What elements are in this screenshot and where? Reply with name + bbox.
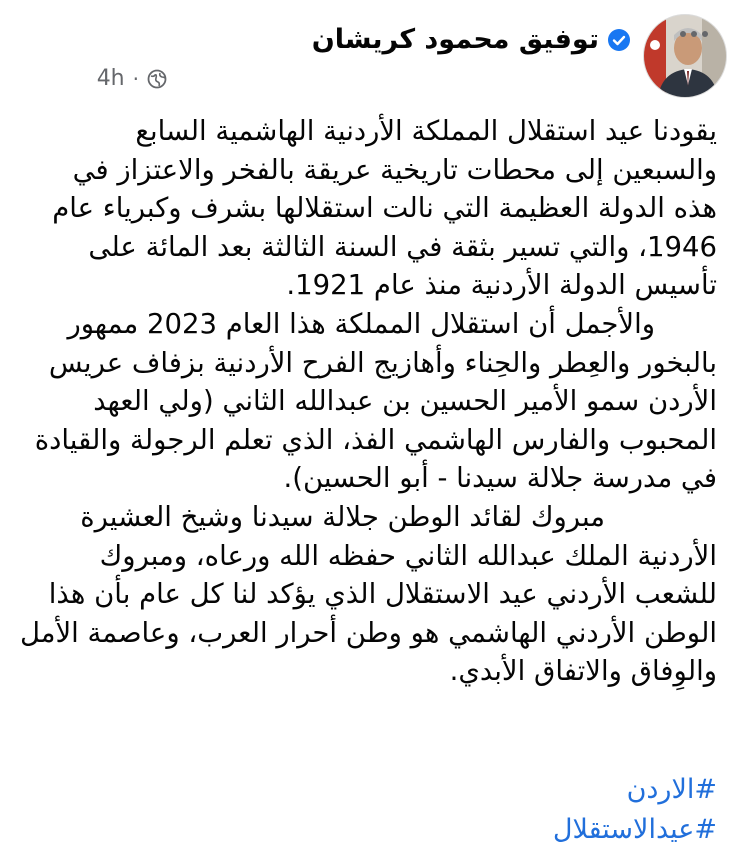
hashtag-list: [17, 770, 717, 850]
post-line: تأسيس الدولة الأردنية منذ عام 1921.: [286, 269, 717, 302]
post-line: الوطن الأردني الهاشمي هو وطن أحرار العرب، وعاصمة الأمل: [19, 616, 717, 649]
more-options-icon[interactable]: [680, 24, 720, 44]
verified-badge-icon: [607, 28, 631, 52]
globe-icon[interactable]: [147, 69, 167, 89]
post-line: للشعب الأردني عيد الاستقلال الذي يؤكد لنا كل عام بأن هذا: [48, 578, 717, 611]
post-line: المحبوب والفارس الهاشمي الفذ، الذي تعلم الرجولة والقيادة: [34, 423, 717, 456]
post-text: [17, 112, 717, 691]
post-line: هذه الدولة العظيمة التي نالت استقلالها بشرف وكبرياء عام: [52, 192, 717, 225]
post-line: مبروك لقائد الوطن جلالة سيدنا وشيخ العشيرة: [80, 500, 605, 533]
meta-separator: ·: [132, 66, 139, 91]
post-meta: [97, 66, 167, 91]
post-line: الأردن سمو الأمير الحسين بن عبدالله الثاني (ولي العهد: [93, 385, 717, 418]
hashtag-link[interactable]: #الاردن: [626, 774, 717, 805]
hashtag-link[interactable]: #عيدالاستقلال: [552, 814, 717, 845]
post-timestamp[interactable]: 4h: [96, 66, 125, 91]
post-line: بالبخور والعِطر والحِناء وأهازيج الفرح الأردنية بزفاف عريس: [48, 346, 717, 379]
post-line: والوِفاق والاتفاق الأبدي.: [449, 655, 717, 688]
author-name[interactable]: توفيق محمود كريشان: [311, 24, 599, 55]
post-line: يقودنا عيد استقلال المملكة الأردنية الهاشمية السابع: [135, 115, 717, 147]
post-line: والسبعين إلى محطات تاريخية عريقة بالفخر والاعتزاز في: [72, 153, 717, 186]
post-line: والأجمل أن استقلال المملكة هذا العام 2023 ممهور: [67, 307, 655, 340]
post-line: 1946، والتي تسير بثقة في السنة الثالثة بعد المائة على: [88, 230, 717, 263]
post-line: في مدرسة جلالة سيدنا - أبو الحسين).: [283, 462, 717, 495]
post-header: [0, 0, 739, 110]
author-row: [312, 24, 631, 55]
post-line: الأردنية الملك عبدالله الثاني حفظه الله ورعاه، ومبروك: [99, 539, 717, 572]
